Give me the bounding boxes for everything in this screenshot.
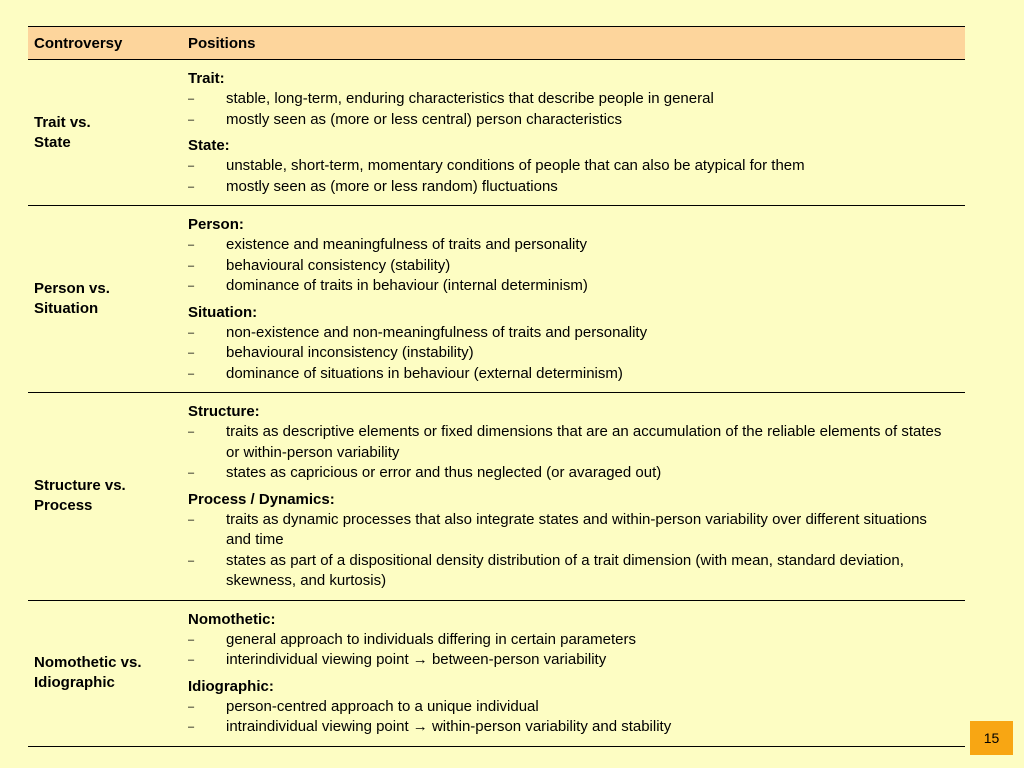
bullet-item — [188, 156, 965, 177]
bullet-item — [188, 422, 965, 463]
bullet-item — [188, 697, 965, 718]
positions-cell — [182, 60, 965, 205]
header-controversy: Controversy — [34, 34, 123, 52]
bullet-item — [188, 630, 965, 651]
bullet-item — [188, 463, 965, 484]
bullet-text: stable, long-term, enduring characteristics that describe people in general — [226, 90, 714, 107]
bullet-dash: – — [188, 280, 195, 292]
bullet-text: states as part of a dispositional density distribution of a trait dimension (with mean, standard deviation, skewness, and kurtosis) — [226, 551, 904, 589]
bullet-item — [188, 235, 965, 256]
position-group-process — [188, 490, 965, 592]
controversy-label: Person vs. Situation — [34, 280, 110, 317]
bullet-text: general approach to individuals differing in certain parameters — [226, 630, 636, 648]
bullet-item — [188, 256, 965, 277]
group-heading: Person: — [188, 216, 244, 233]
group-heading: Trait: — [188, 70, 225, 87]
bullet-item — [188, 177, 965, 198]
bullet-dash: – — [188, 654, 195, 666]
bullet-text: interindividual viewing point → between-person variability — [226, 651, 607, 668]
group-heading: Nomothetic: — [188, 610, 276, 628]
bullet-text: dominance of traits in behaviour (internal determinism) — [226, 277, 588, 294]
table-row-structure-process — [28, 393, 965, 601]
bullet-text: unstable, short-term, momentary conditions of people that can also be atypical for them — [226, 157, 805, 174]
position-group-state — [188, 136, 965, 197]
bullet-text: existence and meaningfulness of traits and personality — [226, 236, 588, 253]
position-group-idiographic — [188, 677, 965, 738]
bullet-dash: – — [188, 347, 195, 359]
bullet-dash: – — [188, 700, 195, 713]
bullet-item — [188, 89, 965, 110]
bullet-item — [188, 110, 965, 131]
position-group-nomothetic — [188, 610, 965, 671]
bullet-text: mostly seen as (more or less random) fluctuations — [226, 177, 558, 195]
positions-cell — [182, 206, 965, 392]
bullet-text: states as capricious or error and thus neglected (or avaraged out) — [226, 464, 662, 481]
bullet-dash: – — [188, 367, 195, 380]
bullet-dash: – — [188, 180, 195, 193]
bullet-dash: – — [188, 633, 195, 646]
table-header-row — [28, 27, 965, 60]
group-heading: Idiographic: — [188, 677, 274, 695]
position-group-trait — [188, 69, 965, 130]
bullet-item — [188, 276, 965, 297]
table-row-person-situation — [28, 206, 965, 393]
bullet-dash: – — [188, 326, 195, 339]
positions-cell — [182, 601, 965, 746]
bullet-text: dominance of situations in behaviour (external determinism) — [226, 364, 623, 382]
bullet-item — [188, 323, 965, 344]
bullet-dash: – — [188, 239, 195, 251]
bullet-item — [188, 650, 965, 671]
group-heading: Process / Dynamics: — [188, 490, 335, 508]
bullet-item — [188, 364, 965, 385]
bullet-text: non-existence and non-meaningfulness of traits and personality — [226, 323, 648, 341]
position-group-structure — [188, 402, 965, 484]
bullet-dash: – — [188, 554, 195, 567]
bullet-text: person-centred approach to a unique individual — [226, 697, 539, 715]
page-number-badge: 15 — [970, 721, 1013, 755]
positions-cell — [182, 393, 965, 600]
controversy-table — [28, 26, 965, 747]
position-group-situation — [188, 303, 965, 385]
table-row-nomothetic-idiographic — [28, 601, 965, 747]
bullet-item — [188, 343, 965, 364]
bullet-text: traits as dynamic processes that also integrate states and within-person variability over different situations and time — [226, 510, 927, 548]
position-group-person — [188, 215, 965, 297]
bullet-item — [188, 551, 965, 592]
bullet-dash: – — [188, 259, 195, 272]
bullet-item — [188, 717, 965, 738]
controversy-label: Nomothetic vs. Idiographic — [34, 654, 142, 691]
bullet-item — [188, 510, 965, 551]
group-heading: Situation: — [188, 303, 258, 321]
bullet-dash: – — [188, 467, 195, 479]
bullet-dash: – — [188, 513, 195, 526]
bullet-text: intraindividual viewing point → within-person variability and stability — [226, 718, 672, 735]
bullet-dash: – — [188, 721, 195, 733]
bullet-dash: – — [188, 93, 195, 105]
bullet-text: mostly seen as (more or less central) person characteristics — [226, 110, 622, 128]
bullet-dash: – — [188, 113, 195, 126]
controversy-label: Structure vs. Process — [34, 477, 126, 515]
group-heading: Structure: — [188, 403, 260, 420]
bullet-dash: – — [188, 426, 195, 438]
bullet-text: behavioural inconsistency (instability) — [226, 344, 474, 361]
header-positions: Positions — [188, 34, 256, 52]
controversy-label: Trait vs. State — [34, 113, 91, 151]
bullet-text: behavioural consistency (stability) — [226, 256, 451, 274]
bullet-dash: – — [188, 160, 195, 172]
group-heading: State: — [188, 137, 230, 154]
table-row-trait-state — [28, 60, 965, 206]
bullet-text: traits as descriptive elements or fixed dimensions that are an accumulation of the reliable elements of states or within-person variability — [226, 423, 942, 461]
